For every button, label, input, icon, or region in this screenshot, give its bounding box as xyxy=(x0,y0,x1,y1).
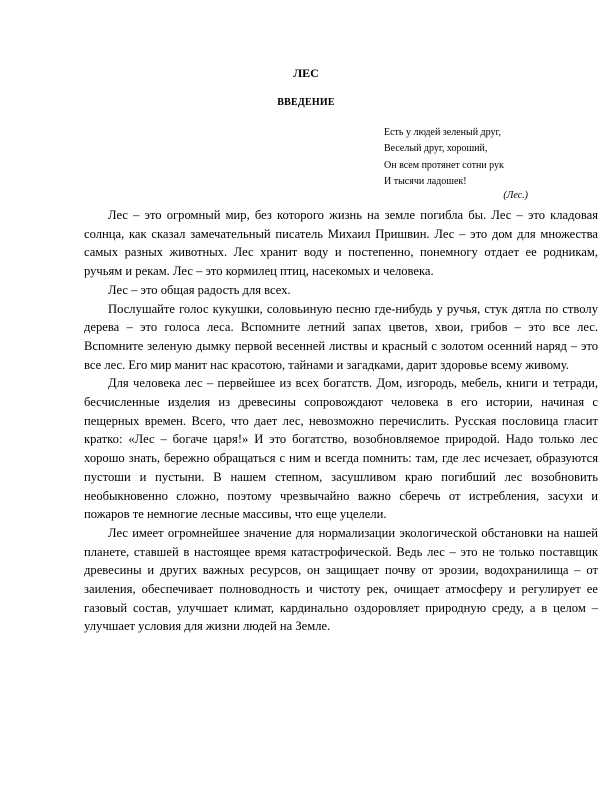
paragraph: Послушайте голос кукушки, соловьиную песню где-нибудь у ручья, стук дятла по стволу дерева – это голоса леса. Вспомните летний запах цветов, хвои, грибов – это все лес. Вспомните зеленую дымку первой весенней листвы и красный с золотом осенний наряд – это все лес. Его мир манит нас красотою, тайнами и загадками, дарит здоровье всему живому. xyxy=(84,301,598,372)
paragraph: Лес имеет огромнейшее значение для нормализации экологической обстановки на нашей планете, ставшей в настоящее время катастрофической. Ведь лес – это не только поставщик древесины и других важных ресурсов, он защищает почву от эрозии, водохранилища – от заиления, обеспечивает полноводность и чистоту рек, очищает атмосферу и регулирует ее газовый состав, улучшает климат, кардинально оздоровляет природную среду, а в целом – улучшает условия для жизни людей на Земле. xyxy=(84,525,598,634)
section-heading: ВВЕДЕНИЕ xyxy=(277,97,335,108)
epigraph xyxy=(384,125,584,190)
paragraph: Для человека лес – первейшее из всех богатств. Дом, изгородь, мебель, книги и тетради, бесчисленные изделия из древесины сопровождают человека в его истории, начиная с пещерных времен. Всего, что дает лес, невозможно перечислить. Русская пословица гласит кратко: «Лес – богаче царя!» И это богатство, возобновляемое природой. Надо только лес хорошо знать, бережно обращаться с ним и всегда помнить: там, где лес исчезает, образуются пустоши и пустыни. В нашем степном, засушливом краю погибший лес возобновить необыкновенно сложно, поэтому чрезвычайно важно сберечь от истребления, засухи и пожаров те немногие лесные массивы, что еще уцелели. xyxy=(84,376,598,522)
paragraph: Лес – это огромный мир, без которого жизнь на земле погибла бы. Лес – это кладовая солнца, как сказал замечательный писатель Михаил Пришвин. Лес – это дом для множества самых разных животных. Лес хранит воду и постепенно, понемногу отдает ее родникам, ручьям и рекам. Лес – это кормилец птиц, насекомых и человека. xyxy=(84,208,598,279)
epigraph-line: Есть у людей зеленый друг, xyxy=(384,127,501,138)
epigraph-attribution: (Лес.) xyxy=(503,190,528,201)
paragraph: Лес – это общая радость для всех. xyxy=(108,282,291,297)
page-title: ЛЕС xyxy=(293,66,319,80)
epigraph-line: Веселый друг, хороший, xyxy=(384,143,488,155)
body-text xyxy=(84,206,598,636)
epigraph-line: И тысячи ладошек! xyxy=(384,175,467,187)
epigraph-line: Он всем протянет сотни рук xyxy=(384,159,504,171)
